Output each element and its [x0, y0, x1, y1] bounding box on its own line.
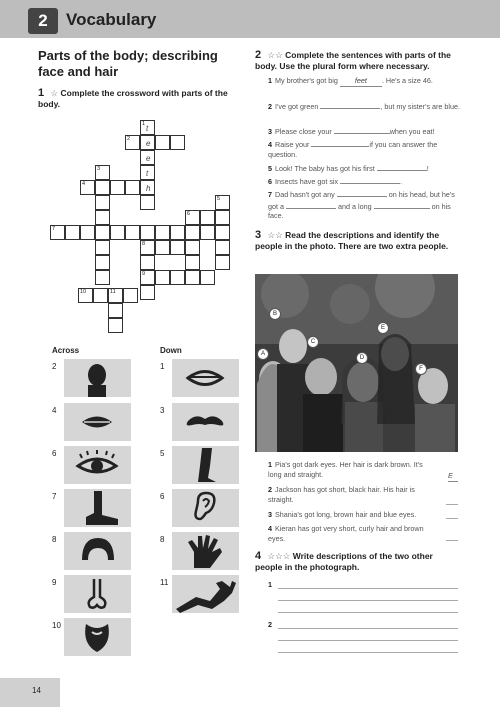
eye-icon [64, 446, 131, 484]
crossword-cell[interactable] [170, 240, 185, 255]
page-number: 14 [32, 686, 41, 695]
clue-number: 6 [52, 449, 57, 458]
crossword-cell[interactable] [155, 240, 170, 255]
sentence-item: 7 Dad hasn't got any on his head, but he's got a and a long on his face. [268, 190, 455, 220]
clue-number: 11 [160, 578, 169, 587]
crossword-cell[interactable]: t [140, 165, 155, 180]
crossword-cell[interactable] [140, 195, 155, 210]
clue-number: 4 [52, 406, 57, 415]
crossword-cell[interactable] [80, 225, 95, 240]
crossword-cell[interactable]: 1 t [140, 120, 155, 135]
crossword-cell[interactable]: 4 [80, 180, 95, 195]
arm-icon [172, 575, 239, 613]
exercise-number: 2 [255, 49, 262, 61]
difficulty-stars: ☆ [50, 88, 59, 98]
sentence-item: 4 Raise your if you can answer the question. [268, 140, 438, 159]
answer-blank[interactable] [377, 162, 427, 171]
down-heading: Down [160, 346, 182, 355]
crossword-cell[interactable] [140, 285, 155, 300]
photo-label: F [415, 363, 427, 375]
crossword-cell[interactable] [170, 135, 185, 150]
crossword-cell[interactable] [110, 225, 125, 240]
crossword-cell[interactable] [185, 240, 200, 255]
sentence-item: 1 My brother's got big feet . He's a size 46. [268, 76, 433, 85]
head-silhouette-icon [64, 359, 131, 397]
clue-number: 5 [160, 449, 165, 458]
answer-blank[interactable] [337, 188, 387, 197]
crossword-cell[interactable]: 3 [95, 165, 110, 180]
crossword-cell[interactable]: h [140, 180, 155, 195]
crossword-cell[interactable] [108, 303, 123, 318]
ear-icon [172, 489, 239, 527]
crossword-cell[interactable] [95, 210, 110, 225]
instruction-text: Read the descriptions and identify the people in the photo. There are two extra people. [255, 230, 449, 251]
writing-line[interactable] [278, 588, 458, 589]
moustache-icon [172, 403, 239, 441]
writing-line[interactable] [278, 612, 458, 613]
answer-line[interactable] [446, 504, 458, 505]
exercise-3-instruction [255, 230, 460, 252]
lips-icon [64, 403, 131, 441]
instruction-text: Write descriptions of the two other people in the photograph. [255, 551, 433, 572]
crossword-cell[interactable] [110, 180, 125, 195]
exercise-number: 3 [255, 229, 262, 241]
foot-icon [64, 489, 131, 527]
answer-letter[interactable]: E [448, 471, 458, 482]
unit-title: Vocabulary [66, 10, 157, 29]
crossword-cell[interactable]: 6 [185, 210, 200, 225]
answer-line[interactable] [446, 518, 458, 519]
crossword-cell[interactable] [125, 180, 140, 195]
section-heading: Parts of the body; describing face and hair [38, 48, 218, 79]
writing-item-number: 1 [268, 580, 272, 589]
crossword-cell[interactable] [200, 270, 215, 285]
crossword-cell[interactable] [200, 210, 215, 225]
description-item: 4 Kieran has got very short, curly hair and brown eyes. [268, 524, 424, 543]
writing-line[interactable] [278, 652, 458, 653]
crossword-cell[interactable] [95, 195, 110, 210]
crossword-cell[interactable]: 11 [108, 288, 123, 303]
sentence-item: 3 Please close your when you eat! [268, 127, 435, 136]
crossword-cell[interactable] [155, 270, 170, 285]
page-number-tab [0, 678, 60, 707]
nose-icon [64, 575, 131, 613]
crossword-cell[interactable] [95, 180, 110, 195]
clue-number: 8 [52, 535, 57, 544]
crossword-cell[interactable] [200, 225, 215, 240]
crossword-cell[interactable] [93, 288, 108, 303]
group-photo [255, 274, 458, 452]
clue-number: 9 [52, 578, 57, 587]
crossword-cell[interactable]: 2 [125, 135, 140, 150]
writing-line[interactable] [278, 628, 458, 629]
photo-label: E [377, 322, 389, 334]
clue-number: 2 [52, 362, 57, 371]
answer-blank[interactable] [320, 100, 380, 109]
hand-icon [172, 532, 239, 570]
crossword-cell[interactable] [140, 255, 155, 270]
crossword-cell[interactable] [123, 288, 138, 303]
answer-line[interactable] [446, 540, 458, 541]
crossword-cell[interactable] [185, 255, 200, 270]
photo-label: A [257, 348, 269, 360]
exercise-number: 4 [255, 550, 262, 562]
crossword-cell[interactable] [155, 225, 170, 240]
writing-line[interactable] [278, 640, 458, 641]
crossword-cell[interactable] [95, 255, 110, 270]
sentence-item: 6 Insects have got six . [268, 177, 403, 186]
crossword-cell[interactable] [95, 225, 110, 240]
crossword-cell[interactable] [125, 225, 140, 240]
crossword-cell[interactable] [140, 225, 155, 240]
crossword-cell[interactable] [170, 225, 185, 240]
crossword-cell[interactable] [108, 318, 123, 333]
crossword-cell[interactable] [170, 270, 185, 285]
photo-label: D [356, 352, 368, 364]
crossword-cell[interactable] [215, 240, 230, 255]
crossword-cell[interactable]: 9 [140, 270, 155, 285]
sentence-item: 5 Look! The baby has got his first ! [268, 164, 429, 173]
sentence-item: 2 I've got green , but my sister's are blue. [268, 102, 461, 111]
exercise-number: 1 [38, 87, 45, 99]
leg-icon [172, 446, 239, 484]
writing-line[interactable] [278, 600, 458, 601]
photo-label: B [269, 308, 281, 320]
crossword-cell[interactable]: e [140, 150, 155, 165]
chin-beard-icon [64, 618, 131, 656]
answer-blank[interactable]: feet [340, 76, 382, 87]
description-item: 1 Pia's got dark eyes. Her hair is dark brown. It's long and straight. [268, 460, 423, 479]
across-heading: Across [52, 346, 80, 355]
instruction-text: Complete the crossword with parts of the body. [38, 88, 228, 109]
clue-number: 3 [160, 406, 165, 415]
crossword-cell[interactable]: 10 [78, 288, 93, 303]
hair-icon [64, 532, 131, 570]
unit-number-badge: 2 [28, 8, 58, 34]
answer-blank[interactable] [374, 200, 430, 209]
photo-label: C [307, 336, 319, 348]
answer-blank[interactable] [334, 125, 390, 134]
crossword-cell[interactable] [185, 225, 200, 240]
exercise-4-instruction [255, 551, 460, 573]
description-item: 3 Shania's got long, brown hair and blue eyes. [268, 510, 417, 519]
teeth-mouth-icon [172, 359, 239, 397]
crossword-cell[interactable] [65, 225, 80, 240]
crossword-cell[interactable] [155, 135, 170, 150]
clue-number: 10 [52, 621, 61, 630]
clue-number: 6 [160, 492, 165, 501]
crossword-cell[interactable] [215, 210, 230, 225]
description-item: 2 Jackson has got short, black hair. His hair is straight. [268, 485, 415, 504]
crossword-cell[interactable] [185, 270, 200, 285]
crossword-cell[interactable] [95, 270, 110, 285]
unit-header-bar [0, 0, 500, 38]
writing-item-number: 2 [268, 620, 272, 629]
crossword-cell[interactable]: 8 [140, 240, 155, 255]
clue-number: 1 [160, 362, 165, 371]
difficulty-stars: ☆☆ [267, 230, 283, 240]
clue-number: 8 [160, 535, 165, 544]
answer-blank[interactable] [311, 138, 369, 147]
difficulty-stars: ☆☆ [267, 50, 283, 60]
answer-blank[interactable] [340, 175, 400, 184]
crossword-cell[interactable]: e [140, 135, 155, 150]
crossword-cell[interactable] [215, 225, 230, 240]
crossword-cell[interactable] [215, 255, 230, 270]
exercise-1-instruction [38, 88, 238, 110]
difficulty-stars: ☆☆☆ [267, 551, 291, 561]
crossword-cell[interactable]: 5 [215, 195, 230, 210]
crossword-cell[interactable] [95, 240, 110, 255]
answer-blank[interactable] [286, 200, 336, 209]
crossword-cell[interactable]: 7 [50, 225, 65, 240]
clue-number: 7 [52, 492, 57, 501]
exercise-2-instruction [255, 50, 460, 72]
instruction-text: Complete the sentences with parts of the body. Use the plural form where necessary. [255, 50, 451, 71]
